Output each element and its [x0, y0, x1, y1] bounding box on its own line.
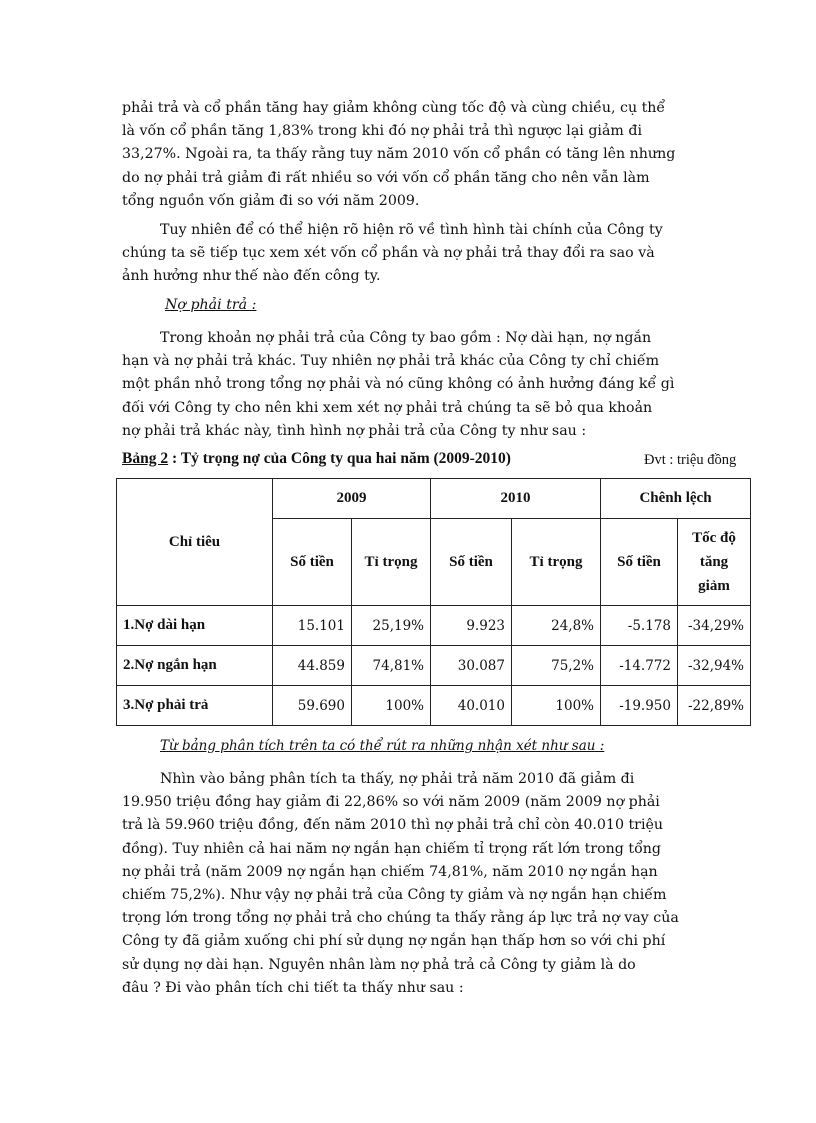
cell-diff-amount: -5.178	[601, 606, 678, 646]
text-line: Công ty đã giảm xuống chi phí sử dụng nợ ngắn hạn thấp hơn so với chi phí	[122, 933, 666, 950]
text-line: chiếm 75,2%). Như vậy nợ phải trả của Công ty giảm và nợ ngắn hạn chiếm	[122, 887, 667, 904]
header-year-2009: 2009	[273, 479, 431, 519]
table-caption-label: Bảng 2	[122, 450, 169, 467]
row-label: 1.Nợ dài hạn	[117, 606, 273, 646]
cell-amount-2009: 59.690	[273, 686, 352, 726]
text-line: Nhìn vào bảng phân tích ta thấy, nợ phải trả năm 2010 đã giảm đi	[160, 771, 635, 787]
cell-share-2009: 25,19%	[352, 606, 431, 646]
text-line: trả là 59.960 triệu đồng, đến năm 2010 thì nợ phải trả chỉ còn 40.010 triệu	[122, 817, 664, 834]
text-line: đối với Công ty cho nên khi xem xét nợ phải trả chúng ta sẽ bỏ qua khoản	[122, 399, 653, 416]
text-line: hạn và nợ phải trả khác. Tuy nhiên nợ phải trả khác của Công ty chỉ chiếm	[122, 353, 660, 370]
row-label: 3.Nợ phải trả	[117, 686, 273, 726]
text-line: đâu ? Đi vào phân tích chi tiết ta thấy như sau :	[122, 979, 464, 996]
cell-share-2010: 100%	[512, 686, 601, 726]
text-line: chúng ta sẽ tiếp tục xem xét vốn cổ phần và nợ phải trả thay đổi ra sao và	[122, 245, 655, 262]
section-heading: Nợ phải trả :	[165, 297, 257, 313]
row-label: 2.Nợ ngắn hạn	[117, 646, 273, 686]
table-caption	[122, 450, 511, 468]
header-year-2010: 2010	[431, 479, 601, 519]
text-line: tổng nguồn vốn giảm đi so với năm 2009.	[122, 192, 420, 209]
header-difference: Chênh lệch	[601, 479, 751, 519]
table-caption-title: : Tỷ trọng nợ của Công ty qua hai năm (2009-2010)	[168, 450, 511, 467]
text-line: một phần nhỏ trong tổng nợ phải và nó cũng không có ảnh hưởng đáng kể gì	[122, 376, 675, 393]
liabilities-paragraph	[122, 327, 692, 443]
cell-share-2010: 75,2%	[512, 646, 601, 686]
cell-share-2009: 74,81%	[352, 646, 431, 686]
text-line: ảnh hưởng như thế nào đến công ty.	[122, 268, 381, 285]
debt-table	[116, 478, 751, 726]
cell-diff-rate: -22,89%	[678, 686, 751, 726]
text-line: do nợ phải trả giảm đi rất nhiều so với vốn cổ phần tăng cho nên vẫn làm	[122, 169, 650, 186]
cell-diff-rate: -34,29%	[678, 606, 751, 646]
cell-amount-2010: 30.087	[431, 646, 512, 686]
text-line: Trong khoản nợ phải trả của Công ty bao gồm : Nợ dài hạn, nợ ngắn	[160, 330, 652, 346]
cell-amount-2010: 9.923	[431, 606, 512, 646]
header-share: Tỉ trọng	[352, 519, 431, 606]
cell-diff-rate: -32,94%	[678, 646, 751, 686]
header-rate: Tốc độ tăng giảm	[678, 519, 751, 606]
table-row	[117, 606, 751, 646]
text-line: 33,27%. Ngoài ra, ta thấy rằng tuy năm 2010 vốn cổ phần có tăng lên nhưng	[122, 146, 676, 163]
unit-label: Đvt : triệu đồng	[644, 452, 737, 468]
header-criteria: Chỉ tiêu	[117, 479, 273, 606]
cell-amount-2010: 40.010	[431, 686, 512, 726]
table-row	[117, 686, 751, 726]
text-line: nợ phải trả khác này, tình hình nợ phải trả của Công ty như sau :	[122, 422, 587, 439]
header-amount: Số tiền	[273, 519, 352, 606]
analysis-paragraph	[122, 768, 692, 1000]
text-line: Tuy nhiên để có thể hiện rõ hiện rõ về tình hình tài chính của Công ty	[160, 222, 663, 238]
header-amount: Số tiền	[431, 519, 512, 606]
header-share: Tỉ trọng	[512, 519, 601, 606]
cell-share-2010: 24,8%	[512, 606, 601, 646]
text-line: là vốn cổ phần tăng 1,83% trong khi đó nợ phải trả thì ngược lại giảm đi	[122, 123, 642, 140]
table-row	[117, 646, 751, 686]
text-line: phải trả và cổ phần tăng hay giảm không cùng tốc độ và cùng chiều, cụ thể	[122, 100, 666, 116]
text-line: 19.950 triệu đồng hay giảm đi 22,86% so với năm 2009 (năm 2009 nợ phải	[122, 794, 660, 811]
text-line: trọng lớn trong tổng nợ phải trả cho chúng ta thấy rằng áp lực trả nợ vay của	[122, 910, 679, 927]
analysis-note: Từ bảng phân tích trên ta có thể rút ra những nhận xét như sau :	[160, 738, 605, 754]
header-amount: Số tiền	[601, 519, 678, 606]
context-paragraph	[122, 219, 692, 289]
cell-diff-amount: -19.950	[601, 686, 678, 726]
cell-amount-2009: 44.859	[273, 646, 352, 686]
cell-amount-2009: 15.101	[273, 606, 352, 646]
text-line: đồng). Tuy nhiên cả hai năm nợ ngắn hạn chiếm tỉ trọng rất lớn trong tổng	[122, 840, 661, 857]
intro-paragraph	[122, 97, 692, 213]
cell-share-2009: 100%	[352, 686, 431, 726]
cell-diff-amount: -14.772	[601, 646, 678, 686]
text-line: sử dụng nợ dài hạn. Nguyên nhân làm nợ phả trả cả Công ty giảm là do	[122, 956, 636, 973]
text-line: nợ phải trả (năm 2009 nợ ngắn hạn chiếm 74,81%, năm 2010 nợ ngắn hạn	[122, 863, 658, 880]
table-header-row	[117, 479, 751, 519]
